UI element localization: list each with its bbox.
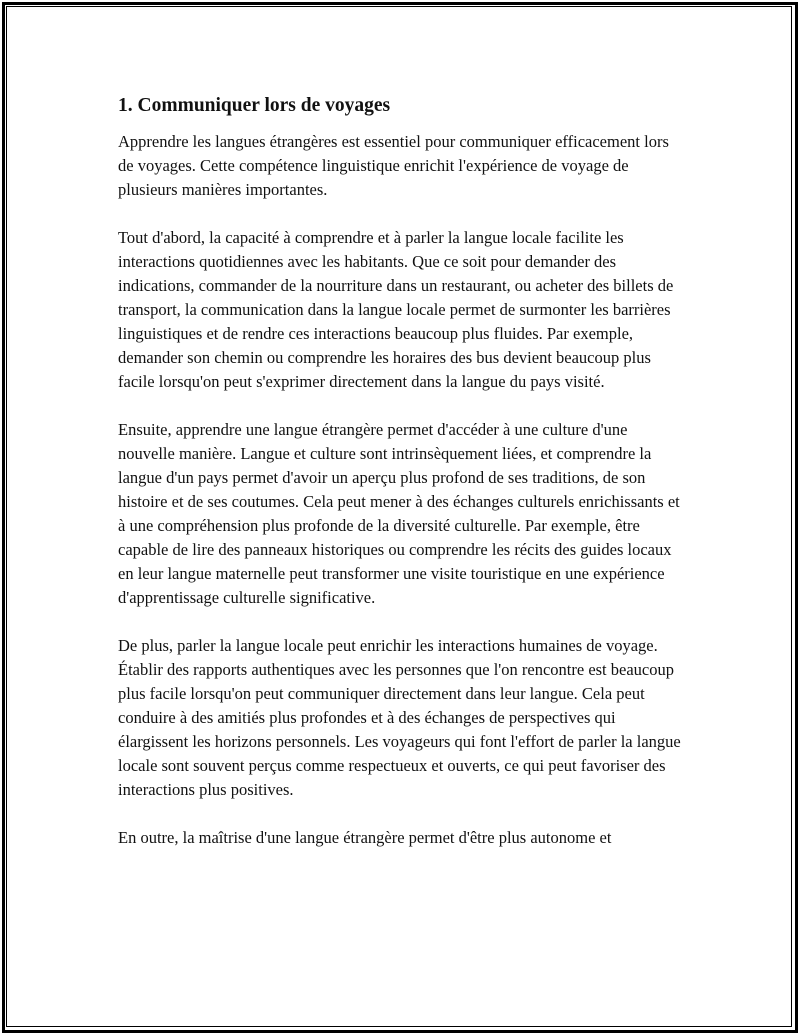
- paragraph-culture: Ensuite, apprendre une langue étrangère permet d'accéder à une culture d'une nouvelle manière. Langue et culture sont intrinsèquement liées, et comprendre la langue d'un pays permet d'avoir un aperçu plus profond de ses traditions, de son histoire et de ses coutumes. Cela peut mener à des échanges culturels enrichissants et à une compréhension plus profonde de la diversité culturelle. Par exemple, être capable de lire des panneaux historiques ou comprendre les récits des guides locaux en leur langue maternelle peut transformer une visite touristique en une expérience d'apprentissage culturelle significative.: [118, 420, 680, 607]
- paragraph-human-interactions: De plus, parler la langue locale peut enrichir les interactions humaines de voyage. Établir des rapports authentiques avec les personnes que l'on rencontre est beaucoup plus facile lorsqu'on peut communiquer directement dans leur langue. Cela peut conduire à des amitiés plus profondes et à des échanges de perspectives qui élargissent les horizons personnels. Les voyageurs qui font l'effort de parler la langue locale sont souvent perçus comme respectueux et ouverts, ce qui peut favoriser des interactions plus positives.: [118, 636, 681, 799]
- paragraph-daily-interactions: Tout d'abord, la capacité à comprendre et à parler la langue locale facilite les interactions quotidiennes avec les habitants. Que ce soit pour demander des indications, commander de la nourriture dans un restaurant, ou acheter des billets de transport, la communication dans la langue locale permet de surmonter les barrières linguistiques et de rendre ces interactions beaucoup plus fluides. Par exemple, demander son chemin ou comprendre les horaires des bus devient beaucoup plus facile lorsqu'on peut s'exprimer directement dans la langue du pays visité.: [118, 228, 674, 391]
- paragraph-autonomy: En outre, la maîtrise d'une langue étrangère permet d'être plus autonome et: [118, 828, 612, 847]
- section-heading: 1. Communiquer lors de voyages: [118, 95, 391, 116]
- document-body: [118, 92, 688, 874]
- paragraph-intro: Apprendre les langues étrangères est essentiel pour communiquer efficacement lors de voyages. Cette compétence linguistique enrichit l'expérience de voyage de plusieurs manières importantes.: [118, 132, 669, 199]
